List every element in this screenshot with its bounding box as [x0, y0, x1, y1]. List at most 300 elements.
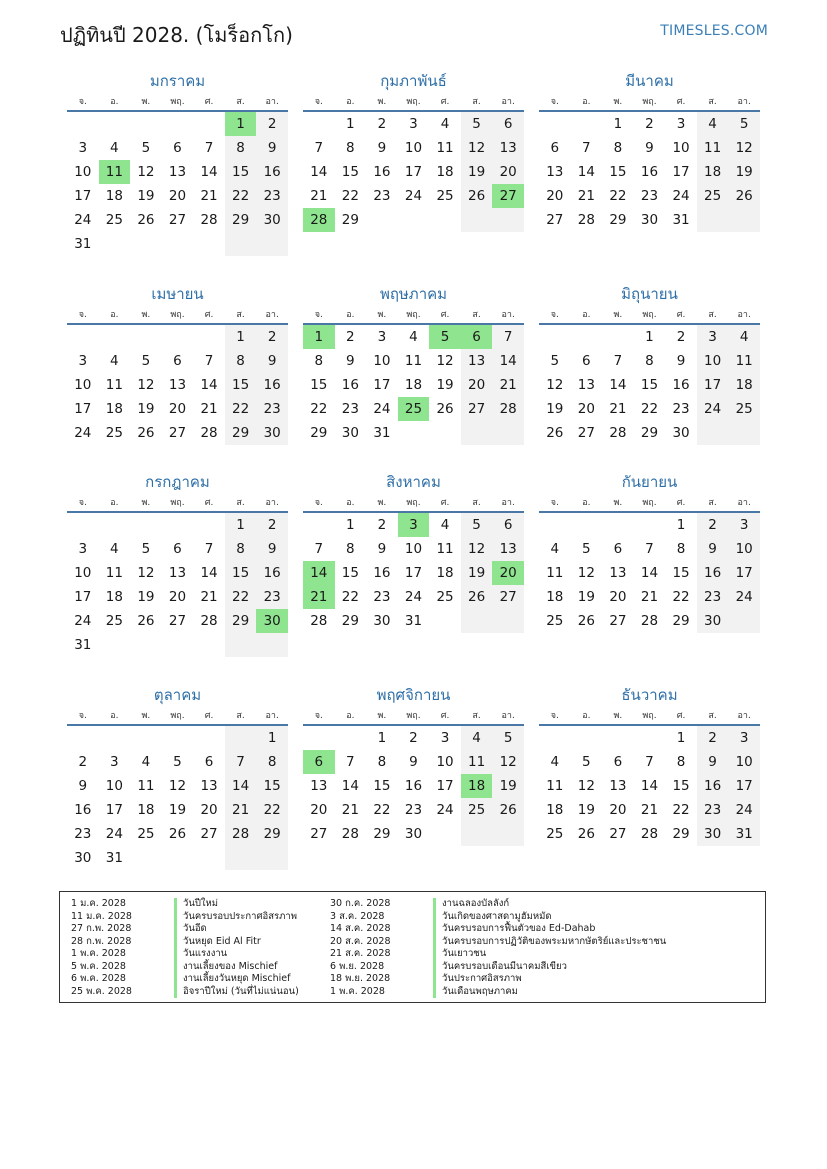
day-cell	[461, 421, 493, 445]
day-cell: 3	[409, 116, 418, 132]
month-table	[303, 92, 524, 232]
day-cell: 6	[303, 750, 335, 774]
day-cell: 1	[645, 329, 654, 345]
week-row	[303, 774, 524, 798]
week-row	[67, 846, 288, 870]
day-cell	[130, 111, 162, 136]
legend-holiday-name: งานเลี้ยงของ Mischief	[174, 961, 277, 974]
day-cell: 6	[613, 541, 623, 557]
day-cell: 19	[168, 802, 187, 818]
day-cell: 27	[609, 826, 627, 842]
day-cell: 7	[492, 324, 524, 349]
weekday-header: อา.	[492, 706, 524, 725]
day-cell: 1	[676, 517, 686, 533]
day-cell: 12	[461, 136, 493, 160]
day-cell: 28	[640, 826, 659, 842]
day-cell: 2	[377, 116, 387, 132]
legend-date: 21 ส.ค. 2028	[330, 948, 391, 959]
weekday-header: อา.	[728, 706, 760, 725]
weekday-header: พ.	[366, 493, 398, 512]
week-row	[539, 798, 760, 822]
day-cell: 17	[404, 565, 423, 581]
legend-date: 6 พ.ค. 2028	[71, 973, 126, 984]
day-cell: 3	[676, 116, 686, 132]
legend-holiday-name: วันเกิดของศาสดามูฮัมหมัด	[433, 911, 552, 924]
month-table	[303, 305, 524, 445]
month-name: กุมภาพันธ์	[380, 72, 447, 90]
day-cell	[571, 725, 603, 750]
legend-holiday-name: งานฉลองบัลลังก์	[433, 898, 509, 911]
day-cell: 18	[137, 802, 155, 818]
day-cell: 19	[137, 401, 155, 417]
weekday-header: ศ.	[665, 493, 697, 512]
week-row	[67, 585, 288, 609]
day-cell: 21	[640, 589, 659, 605]
day-cell: 13	[168, 565, 187, 581]
week-row	[67, 111, 288, 136]
day-cell: 20	[461, 373, 493, 397]
day-cell: 3	[78, 541, 88, 557]
day-cell: 2	[256, 512, 288, 537]
day-cell: 28	[640, 613, 659, 629]
day-cell: 9	[409, 754, 418, 770]
day-cell: 19	[137, 589, 155, 605]
month-table	[67, 92, 288, 256]
day-cell: 5	[550, 353, 560, 369]
weekday-header: ส.	[697, 92, 729, 111]
day-cell: 30	[256, 609, 288, 633]
day-cell: 13	[609, 778, 627, 794]
day-cell: 15	[225, 561, 257, 585]
day-cell: 10	[697, 349, 729, 373]
week-row	[303, 609, 524, 633]
week-row	[303, 111, 524, 136]
day-cell: 4	[409, 329, 418, 345]
legend-holiday-name: วันหยุด Eid Al Fitr	[174, 936, 261, 949]
day-cell: 24	[436, 802, 454, 818]
week-row	[539, 373, 760, 397]
day-cell: 3	[728, 512, 760, 537]
weekday-header: พ.	[602, 706, 634, 725]
week-row	[67, 232, 288, 256]
day-cell: 6	[492, 111, 524, 136]
weekday-header: อา.	[492, 493, 524, 512]
weekday-header: พฤ.	[162, 92, 194, 111]
day-cell: 22	[341, 589, 359, 605]
day-cell: 28	[492, 397, 524, 421]
weekday-header: ส.	[697, 493, 729, 512]
day-cell: 3	[728, 725, 760, 750]
day-cell: 9	[256, 537, 288, 561]
day-cell: 21	[310, 188, 328, 204]
day-cell: 4	[440, 116, 450, 132]
month-table	[303, 706, 524, 846]
weekday-header: พฤ.	[398, 706, 430, 725]
day-cell: 8	[346, 140, 355, 156]
day-cell: 19	[461, 160, 493, 184]
month-table	[303, 493, 524, 633]
day-cell	[429, 208, 461, 232]
weekday-header: ส.	[225, 493, 257, 512]
legend-holiday-name: วันครบรอบประกาศอิสรภาพ	[174, 911, 297, 924]
day-cell: 11	[105, 565, 123, 581]
day-cell: 25	[697, 184, 729, 208]
day-cell	[193, 846, 225, 870]
day-cell: 27	[200, 826, 218, 842]
day-cell: 20	[168, 188, 187, 204]
day-cell: 9	[377, 140, 387, 156]
day-cell	[492, 421, 524, 445]
day-cell: 9	[346, 353, 355, 369]
day-cell: 20	[200, 802, 218, 818]
day-cell: 1	[613, 116, 623, 132]
month-name: มกราคม	[149, 72, 206, 90]
day-cell: 19	[577, 589, 595, 605]
day-cell	[193, 324, 225, 349]
day-cell: 31	[74, 236, 92, 252]
day-cell	[256, 846, 288, 870]
day-cell: 16	[373, 164, 391, 180]
month-table	[539, 305, 760, 445]
day-cell: 3	[697, 324, 729, 349]
day-cell: 23	[74, 826, 92, 842]
week-row	[539, 421, 760, 445]
day-cell: 12	[436, 353, 454, 369]
weekday-header: จ.	[67, 92, 99, 111]
day-cell: 26	[728, 184, 760, 208]
day-cell: 18	[436, 164, 454, 180]
day-cell: 31	[404, 613, 423, 629]
day-cell: 1	[346, 517, 355, 533]
weekday-header: ส.	[461, 92, 493, 111]
day-cell: 26	[137, 613, 155, 629]
weekday-header: อ.	[335, 706, 367, 725]
day-cell: 5	[429, 324, 461, 349]
day-cell: 14	[609, 377, 627, 393]
day-cell	[539, 324, 571, 349]
brand-link[interactable]: TIMESLES.COM	[660, 23, 768, 39]
day-cell	[193, 111, 225, 136]
page-title: ปฏิทินปี 2028. (โมร็อกโก)	[60, 23, 293, 47]
week-row	[539, 561, 760, 585]
weekday-header: อา.	[492, 305, 524, 324]
day-cell	[67, 512, 99, 537]
day-cell	[728, 421, 760, 445]
day-cell: 28	[303, 208, 335, 232]
day-cell: 23	[256, 397, 288, 421]
day-cell	[429, 421, 461, 445]
day-cell: 11	[728, 349, 760, 373]
day-cell: 9	[697, 750, 729, 774]
day-cell: 23	[341, 401, 359, 417]
weekday-header: พ.	[602, 305, 634, 324]
day-cell: 11	[105, 377, 123, 393]
day-cell	[429, 822, 461, 846]
day-cell: 20	[492, 160, 524, 184]
week-row	[67, 774, 288, 798]
day-cell: 17	[74, 188, 92, 204]
day-cell	[634, 512, 666, 537]
day-cell: 31	[74, 637, 92, 653]
weekday-header: อ.	[571, 92, 603, 111]
day-cell: 18	[728, 373, 760, 397]
day-cell: 18	[461, 774, 493, 798]
day-cell	[225, 633, 257, 657]
weekday-header: อา.	[728, 305, 760, 324]
day-cell: 2	[676, 329, 686, 345]
day-cell: 30	[404, 826, 423, 842]
day-cell: 5	[141, 353, 151, 369]
day-cell: 2	[346, 329, 355, 345]
day-cell: 26	[577, 613, 595, 629]
legend-date: 18 พ.ย. 2028	[330, 973, 391, 984]
day-cell: 19	[577, 802, 595, 818]
weekday-header: พฤ.	[634, 493, 666, 512]
day-cell: 5	[582, 754, 591, 770]
weekday-header: พ.	[130, 92, 162, 111]
day-cell: 25	[728, 397, 760, 421]
day-cell: 14	[640, 565, 659, 581]
week-row	[303, 373, 524, 397]
legend-holiday-name: วันครบรอบการฟื้นตัวของ Ed-Dahab	[433, 923, 595, 936]
weekday-header: ส.	[697, 305, 729, 324]
week-row	[67, 822, 288, 846]
day-cell: 4	[697, 111, 729, 136]
day-cell: 5	[173, 754, 182, 770]
weekday-header: พฤ.	[634, 305, 666, 324]
day-cell	[67, 324, 99, 349]
day-cell: 20	[492, 561, 524, 585]
day-cell: 7	[645, 541, 654, 557]
day-cell: 18	[546, 802, 564, 818]
month-name: พฤศจิกายน	[376, 686, 451, 704]
day-cell: 12	[577, 565, 595, 581]
day-cell: 21	[303, 585, 335, 609]
day-cell	[303, 512, 335, 537]
day-cell: 15	[373, 778, 391, 794]
day-cell: 25	[105, 613, 123, 629]
day-cell: 17	[404, 164, 423, 180]
day-cell: 10	[728, 750, 760, 774]
day-cell: 16	[74, 802, 92, 818]
day-cell: 27	[168, 212, 187, 228]
day-cell: 7	[645, 754, 654, 770]
day-cell: 16	[341, 377, 359, 393]
day-cell: 4	[110, 140, 119, 156]
day-cell: 9	[377, 541, 387, 557]
day-cell	[130, 512, 162, 537]
week-row	[303, 537, 524, 561]
day-cell: 20	[168, 589, 187, 605]
week-row	[303, 160, 524, 184]
weekday-header: จ.	[539, 305, 571, 324]
day-cell: 18	[546, 589, 564, 605]
day-cell: 18	[105, 589, 123, 605]
day-cell	[571, 324, 603, 349]
weekday-header: อา.	[256, 493, 288, 512]
day-cell: 23	[672, 401, 690, 417]
weekday-header: พ.	[366, 92, 398, 111]
day-cell: 21	[225, 798, 257, 822]
day-cell: 22	[225, 184, 257, 208]
day-cell: 4	[728, 324, 760, 349]
day-cell	[162, 111, 194, 136]
day-cell	[461, 609, 493, 633]
day-cell: 8	[377, 754, 387, 770]
day-cell: 12	[492, 750, 524, 774]
legend-date: 28 ก.พ. 2028	[71, 935, 132, 947]
day-cell: 29	[225, 421, 257, 445]
day-cell: 3	[377, 329, 387, 345]
week-row	[303, 561, 524, 585]
day-cell: 1	[225, 324, 257, 349]
weekday-header: พฤ.	[162, 493, 194, 512]
week-row	[67, 397, 288, 421]
day-cell: 18	[436, 565, 454, 581]
weekday-header: จ.	[303, 706, 335, 725]
month-calendar	[303, 283, 524, 445]
weekday-header: ส.	[697, 706, 729, 725]
month-name: มิถุนายน	[621, 285, 678, 303]
day-cell: 25	[546, 613, 564, 629]
day-cell: 23	[373, 589, 391, 605]
month-table	[67, 493, 288, 657]
day-cell: 10	[74, 565, 92, 581]
legend-date: 1 พ.ค. 2028	[330, 985, 385, 997]
weekday-header: อา.	[728, 92, 760, 111]
day-cell: 17	[728, 774, 760, 798]
weekday-header: จ.	[67, 706, 99, 725]
day-cell: 15	[341, 164, 359, 180]
week-row	[539, 160, 760, 184]
weekday-header: ศ.	[665, 92, 697, 111]
week-row	[67, 349, 288, 373]
day-cell	[398, 421, 430, 445]
weekday-header: อ.	[99, 305, 131, 324]
day-cell: 24	[74, 613, 92, 629]
day-cell: 2	[697, 512, 729, 537]
day-cell: 22	[373, 802, 391, 818]
legend-holiday-name: วันประกาศอิสรภาพ	[433, 973, 522, 986]
day-cell: 15	[310, 377, 328, 393]
legend-date: 5 พ.ค. 2028	[71, 960, 126, 972]
day-cell: 5	[582, 541, 591, 557]
weekday-header: จ.	[67, 305, 99, 324]
weekday-header: ส.	[461, 706, 493, 725]
day-cell	[67, 111, 99, 136]
day-cell: 2	[697, 725, 729, 750]
week-row	[67, 421, 288, 445]
weekday-header: พฤ.	[398, 305, 430, 324]
day-cell: 30	[672, 425, 690, 441]
day-cell: 8	[314, 353, 324, 369]
day-cell: 17	[436, 778, 454, 794]
week-row	[303, 798, 524, 822]
weekday-header: อ.	[99, 706, 131, 725]
day-cell: 21	[200, 188, 218, 204]
day-cell: 7	[204, 353, 214, 369]
month-name: เมษายน	[151, 285, 204, 303]
week-row	[67, 136, 288, 160]
day-cell	[67, 725, 99, 750]
weekday-header: ศ.	[429, 493, 461, 512]
day-cell: 20	[609, 802, 627, 818]
day-cell: 6	[613, 754, 623, 770]
day-cell: 30	[697, 822, 729, 846]
day-cell: 7	[613, 353, 623, 369]
day-cell: 17	[74, 401, 92, 417]
day-cell: 23	[256, 585, 288, 609]
day-cell: 19	[492, 774, 524, 798]
day-cell: 22	[310, 401, 328, 417]
day-cell: 14	[341, 778, 359, 794]
legend-date: 25 พ.ค. 2028	[71, 985, 132, 997]
day-cell: 30	[373, 613, 391, 629]
month-table	[67, 706, 288, 870]
weekday-header: อ.	[335, 305, 367, 324]
legend-holiday-name: วันแรงงาน	[174, 948, 227, 961]
day-cell: 17	[728, 561, 760, 585]
day-cell: 21	[609, 401, 627, 417]
day-cell: 6	[173, 140, 182, 156]
day-cell: 26	[492, 798, 524, 822]
day-cell: 3	[78, 140, 88, 156]
week-row	[67, 725, 288, 750]
day-cell: 29	[373, 826, 391, 842]
weekday-header: ศ.	[193, 92, 225, 111]
weekday-header: ส.	[461, 305, 493, 324]
day-cell: 16	[404, 778, 423, 794]
day-cell: 5	[492, 725, 524, 750]
week-row	[539, 184, 760, 208]
day-cell: 27	[609, 613, 627, 629]
day-cell: 20	[546, 188, 564, 204]
day-cell: 20	[168, 401, 187, 417]
weekday-header: ศ.	[429, 305, 461, 324]
month-calendar	[67, 471, 288, 657]
day-cell: 25	[546, 826, 564, 842]
week-row	[303, 184, 524, 208]
week-row	[539, 136, 760, 160]
weekday-header: พ.	[130, 493, 162, 512]
day-cell	[99, 324, 131, 349]
day-cell: 9	[78, 778, 88, 794]
weekday-header: ศ.	[193, 706, 225, 725]
weekday-header: อา.	[492, 92, 524, 111]
day-cell: 14	[200, 164, 218, 180]
day-cell: 29	[672, 826, 690, 842]
day-cell: 30	[341, 425, 359, 441]
day-cell: 17	[672, 164, 690, 180]
day-cell	[728, 609, 760, 633]
day-cell: 1	[377, 730, 387, 746]
day-cell	[256, 232, 288, 256]
day-cell: 25	[461, 798, 493, 822]
day-cell	[492, 609, 524, 633]
day-cell: 16	[640, 164, 659, 180]
day-cell: 27	[492, 184, 524, 208]
day-cell: 11	[436, 541, 454, 557]
month-calendar	[67, 283, 288, 445]
week-row	[539, 537, 760, 561]
month-calendar	[67, 70, 288, 256]
day-cell	[225, 846, 257, 870]
day-cell: 14	[640, 778, 659, 794]
day-cell: 8	[256, 750, 288, 774]
day-cell: 29	[672, 613, 690, 629]
week-row	[67, 160, 288, 184]
week-row	[303, 725, 524, 750]
